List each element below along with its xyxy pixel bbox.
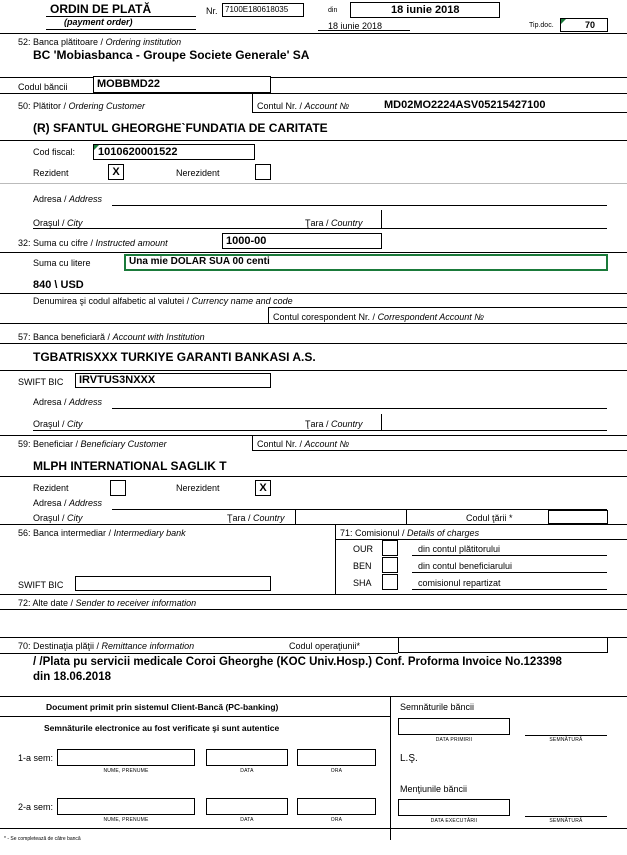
ordering-account-value: MD02MO2224ASV05215427100: [384, 99, 546, 111]
bank-code-label: Codul băncii: [18, 82, 68, 92]
tipdoc-corner-icon: [561, 19, 566, 24]
operation-code-field[interactable]: [398, 637, 608, 653]
signatures-verified-text: Semnăturile electronice au fost verificate şi sunt autentice: [44, 723, 280, 733]
first-signature-name-field[interactable]: [57, 749, 195, 766]
amount-figures-field[interactable]: [222, 233, 382, 249]
charges-ben-checkbox[interactable]: [382, 557, 398, 573]
fiscal-code-field[interactable]: [93, 144, 255, 160]
ordering-nonresident-label: Nerezident: [176, 168, 220, 178]
charges-our-checkbox[interactable]: [382, 540, 398, 556]
din-label: din: [328, 7, 338, 14]
amount-words-field[interactable]: [124, 254, 608, 271]
second-signature-date-caption: DATA: [240, 817, 254, 823]
operation-code-label: Codul operaţiunii*: [289, 641, 361, 651]
beneficiary-bank-country-label: Ţara / Country: [305, 419, 363, 429]
ordering-resident-label: Rezident: [33, 168, 69, 178]
amount-words-label: Suma cu litere: [33, 258, 91, 268]
beneficiary-name: MLPH INTERNATIONAL SAGLIK T: [33, 459, 227, 473]
first-signature-name-caption: NUME, PRENUME: [103, 768, 149, 774]
sender-info-label: 72: Alte date / Sender to receiver information: [18, 598, 197, 608]
ordering-city-label: Oraşul / City: [33, 218, 83, 228]
correspondent-account-label: Contul corespondent Nr. / Correspondent Account №: [273, 312, 485, 322]
beneficiary-country-label: Ţara / Country: [227, 513, 285, 523]
execution-date-caption: DATA EXECUTĂRII: [430, 818, 478, 824]
beneficiary-city-label: Oraşul / City: [33, 513, 83, 523]
order-number-value: 7100E180618035: [225, 5, 289, 14]
amount-figures-value: 1000-00: [226, 235, 267, 247]
second-signature-time-field[interactable]: [297, 798, 376, 815]
bank-code-field[interactable]: [93, 76, 271, 93]
form-title: ORDIN DE PLATĂ: [50, 2, 152, 16]
remittance-label: 70: Destinaţia plăţii / Remittance information: [18, 641, 195, 651]
order-number-field[interactable]: [222, 3, 304, 17]
intermediary-label: 56: Banca intermediar / Intermediary bank: [18, 528, 186, 538]
beneficiary-bank-label: 57: Banca beneficiară / Account with Institution: [18, 332, 205, 342]
currency-value: 840 \ USD: [33, 279, 84, 291]
beneficiary-resident-checkbox[interactable]: [110, 480, 126, 496]
tipdoc-value: 70: [584, 20, 595, 30]
tipdoc-label: Tip.doc.: [529, 22, 554, 29]
fiscal-code-label: Cod fiscal:: [33, 147, 76, 157]
beneficiary-country-code-label: Codul ţării *: [466, 513, 513, 523]
amount-label: 32: Suma cu cifre / Instructed amount: [18, 238, 168, 248]
beneficiary-country-code-field[interactable]: [548, 510, 608, 524]
second-signature-date-field[interactable]: [206, 798, 288, 815]
currency-label: Denumirea şi codul alfabetic al valutei / Currency name and code: [33, 296, 293, 306]
ls-stamp-label: L.Ş.: [400, 753, 418, 764]
ordering-country-label: Ţara / Country: [305, 218, 363, 228]
beneficiary-swift-label: SWIFT BIC: [18, 377, 64, 387]
beneficiary-nonresident-label: Nerezident: [176, 483, 220, 493]
second-signature-name-caption: NUME, PRENUME: [103, 817, 149, 823]
tipdoc-field[interactable]: [560, 18, 608, 32]
first-signature-time-field[interactable]: [297, 749, 376, 766]
fiscal-code-value: 1010620001522: [98, 146, 178, 158]
second-signature-label: 2-a sem:: [18, 802, 54, 812]
first-signature-time-caption: ORA: [330, 768, 343, 774]
first-signature-date-field[interactable]: [206, 749, 288, 766]
intermediary-swift-field[interactable]: [75, 576, 271, 591]
ordering-customer-name: (R) SFANTUL GHEORGHE`FUNDATIA DE CARITATE: [33, 121, 328, 135]
first-signature-date-caption: DATA: [240, 768, 254, 774]
second-signature-name-field[interactable]: [57, 798, 195, 815]
bank-signature-caption-2: SEMNĂTURĂ: [549, 818, 583, 824]
ordering-resident-checkbox[interactable]: X: [108, 164, 124, 180]
charges-our-code: OUR: [353, 544, 373, 554]
charges-our-text: din contul plătitorului: [418, 544, 501, 554]
beneficiary-bank-city-label: Oraşul / City: [33, 419, 83, 429]
pc-banking-text: Document primit prin sistemul Client-Bancă (PC-banking): [46, 702, 279, 712]
beneficiary-swift-field[interactable]: [75, 373, 271, 388]
beneficiary-label: 59: Beneficiar / Beneficiary Customer: [18, 439, 167, 449]
beneficiary-bank-name: TGBATRISXXX TURKIYE GARANTI BANKASI A.S.: [33, 350, 316, 364]
beneficiary-swift-value: IRVTUS3NXXX: [79, 374, 156, 386]
second-signature-time-caption: ORA: [330, 817, 343, 823]
beneficiary-account-label: Contul Nr. / Account №: [257, 439, 350, 449]
ordering-address-label: Adresa / Address: [33, 194, 103, 204]
form-subtitle: (payment order): [64, 17, 133, 27]
remittance-line-1: / /Plata pu servicii medicale Coroi Gheorghe (KOC Univ.Hosp.) Conf. Proforma Invoice No.123398: [33, 656, 562, 668]
ordering-nonresident-checkbox[interactable]: [255, 164, 271, 180]
bank-code-value: MOBBMD22: [97, 78, 160, 90]
ordering-account-label: Contul Nr. / Account №: [257, 101, 350, 111]
order-date-value: 18 iunie 2018: [391, 4, 460, 16]
order-date-small: 18 iunie 2018: [328, 21, 383, 31]
ordering-customer-label: 50: Plătitor / Ordering Customer: [18, 101, 146, 111]
beneficiary-nonresident-checkbox[interactable]: X: [255, 480, 271, 496]
nr-label: Nr.: [206, 6, 218, 16]
first-signature-label: 1-a sem:: [18, 753, 54, 763]
bank-signature-caption-1: SEMNĂTURĂ: [549, 737, 583, 743]
footnote: * - Se completează de către bancă: [4, 836, 81, 842]
ordering-bank-label: 52: Banca plătitoare / Ordering institution: [18, 37, 182, 47]
charges-ben-code: BEN: [353, 561, 372, 571]
date-received-caption: DATA PRIMIRII: [435, 737, 473, 743]
bank-signatures-label: Semnăturile băncii: [400, 702, 475, 712]
charges-sha-text: comisionul repartizat: [418, 578, 501, 588]
beneficiary-bank-address-label: Adresa / Address: [33, 397, 103, 407]
charges-label: 71: Comisionul / Details of charges: [340, 528, 480, 538]
order-date-field[interactable]: [350, 2, 500, 18]
date-received-field[interactable]: [398, 718, 510, 735]
charges-ben-text: din contul beneficiarului: [418, 561, 513, 571]
beneficiary-address-label: Adresa / Address: [33, 498, 103, 508]
ordering-bank-name: BC 'Mobiasbanca - Groupe Societe Generale' SA: [33, 48, 310, 62]
amount-words-value: Una mie DOLAR SUA 00 centi: [129, 256, 270, 267]
beneficiary-resident-label: Rezident: [33, 483, 69, 493]
intermediary-swift-label: SWIFT BIC: [18, 580, 64, 590]
charges-sha-checkbox[interactable]: [382, 574, 398, 590]
bank-mentions-label: Menţiunile băncii: [400, 784, 468, 794]
execution-date-field[interactable]: [398, 799, 510, 816]
remittance-line-2: din 18.06.2018: [33, 671, 111, 683]
charges-sha-code: SHA: [353, 578, 372, 588]
